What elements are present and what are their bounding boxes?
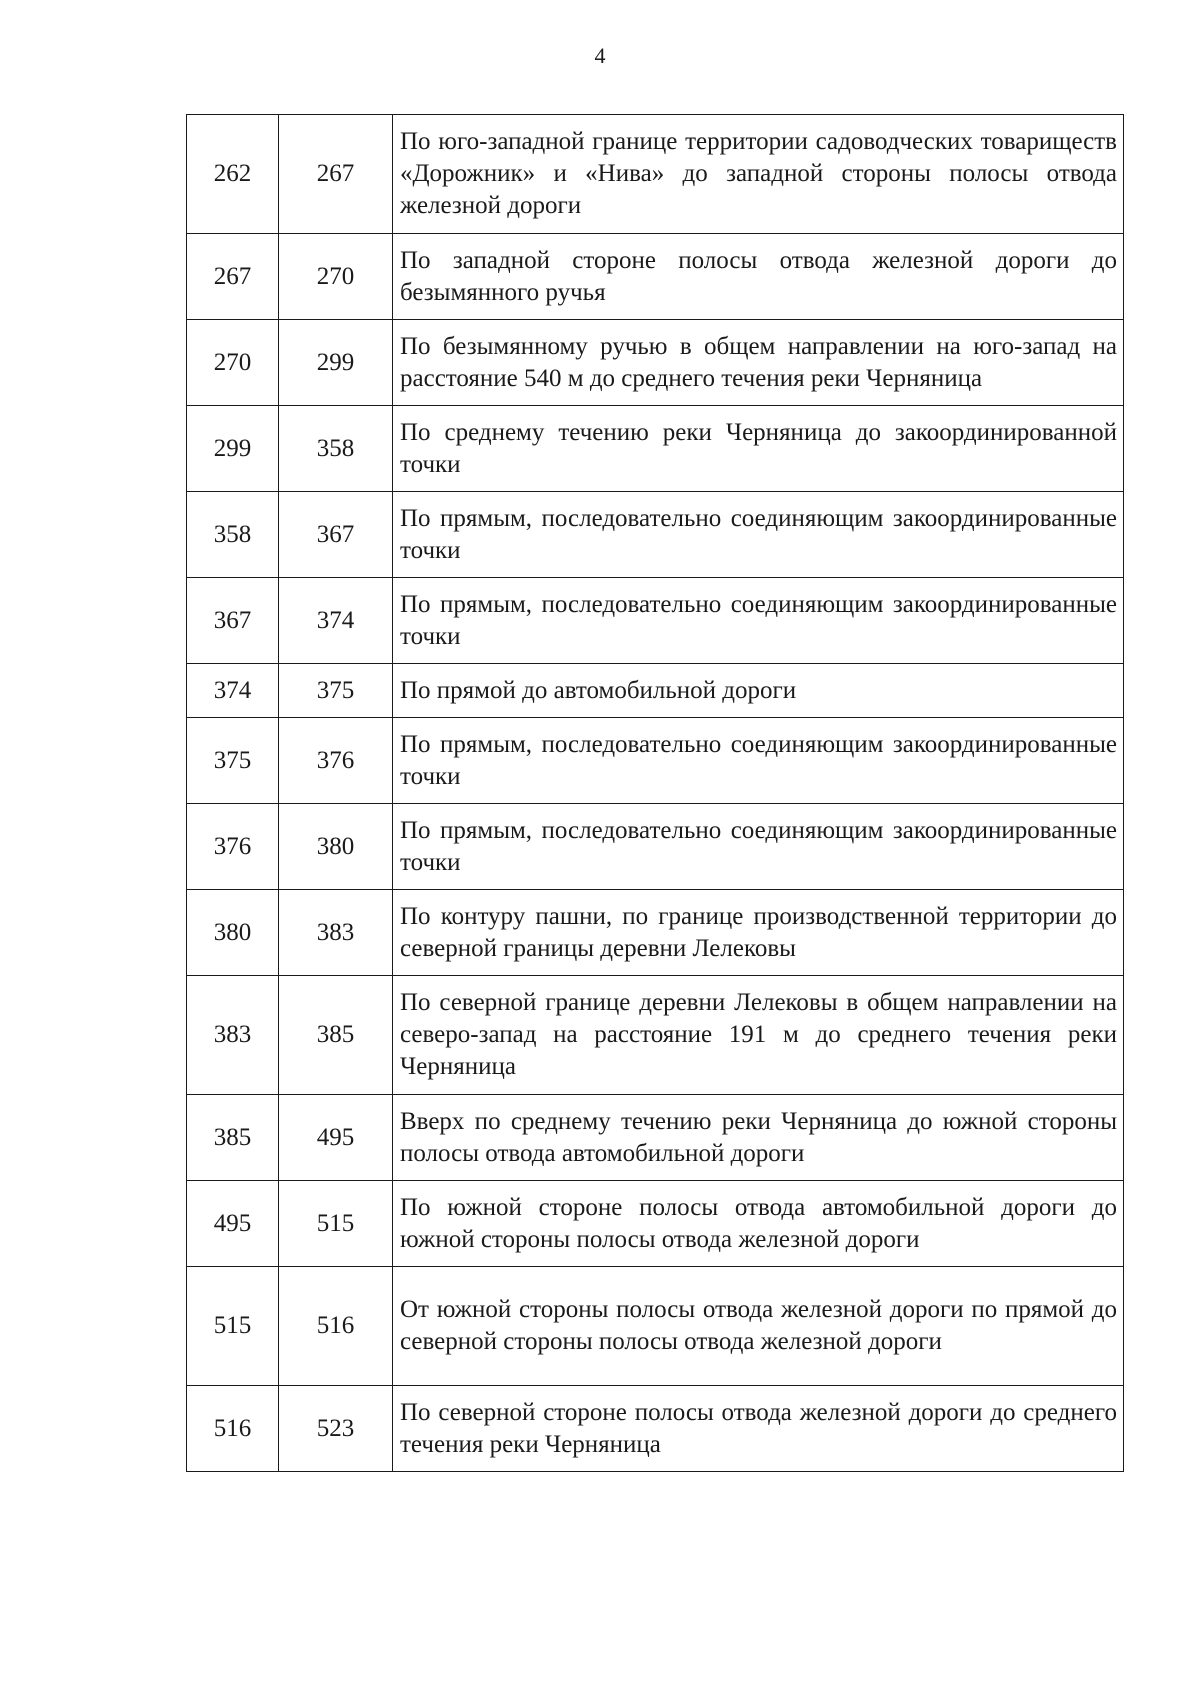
table-row bbox=[187, 976, 1124, 1095]
point-to: 376 bbox=[279, 718, 393, 804]
point-to: 380 bbox=[279, 804, 393, 890]
boundary-description: По западной стороне полосы отвода железной дороги до безымянного ручья bbox=[393, 234, 1124, 320]
point-from: 516 bbox=[187, 1386, 279, 1472]
table-row bbox=[187, 718, 1124, 804]
point-from: 262 bbox=[187, 115, 279, 234]
point-to: 358 bbox=[279, 406, 393, 492]
point-from: 267 bbox=[187, 234, 279, 320]
boundary-description: От южной стороны полосы отвода железной дороги по прямой до северной стороны полосы отвода железной дороги bbox=[393, 1267, 1124, 1386]
boundary-description: По прямой до автомобильной дороги bbox=[393, 664, 1124, 718]
table-row bbox=[187, 115, 1124, 234]
boundary-description: По прямым, последовательно соединяющим закоординированные точки bbox=[393, 578, 1124, 664]
point-from: 367 bbox=[187, 578, 279, 664]
boundary-description: По северной границе деревни Лелековы в общем направлении на северо-запад на расстояние 191 м до среднего течения реки Черняница bbox=[393, 976, 1124, 1095]
point-from: 374 bbox=[187, 664, 279, 718]
point-from: 299 bbox=[187, 406, 279, 492]
table-row bbox=[187, 1095, 1124, 1181]
table-row bbox=[187, 1181, 1124, 1267]
point-from: 358 bbox=[187, 492, 279, 578]
boundary-description: По контуру пашни, по границе производственной территории до северной границы деревни Лелековы bbox=[393, 890, 1124, 976]
point-to: 267 bbox=[279, 115, 393, 234]
point-from: 376 bbox=[187, 804, 279, 890]
boundary-description: По прямым, последовательно соединяющим закоординированные точки bbox=[393, 804, 1124, 890]
point-to: 374 bbox=[279, 578, 393, 664]
table-row bbox=[187, 234, 1124, 320]
table-row bbox=[187, 578, 1124, 664]
boundary-description: По южной стороне полосы отвода автомобильной дороги до южной стороны полосы отвода железной дороги bbox=[393, 1181, 1124, 1267]
table-row bbox=[187, 664, 1124, 718]
boundary-description: По прямым, последовательно соединяющим закоординированные точки bbox=[393, 718, 1124, 804]
boundary-description: По прямым, последовательно соединяющим закоординированные точки bbox=[393, 492, 1124, 578]
table-row bbox=[187, 1267, 1124, 1386]
point-to: 299 bbox=[279, 320, 393, 406]
point-from: 270 bbox=[187, 320, 279, 406]
point-from: 380 bbox=[187, 890, 279, 976]
point-from: 375 bbox=[187, 718, 279, 804]
point-to: 495 bbox=[279, 1095, 393, 1181]
point-from: 383 bbox=[187, 976, 279, 1095]
point-to: 515 bbox=[279, 1181, 393, 1267]
point-to: 367 bbox=[279, 492, 393, 578]
boundary-description: По среднему течению реки Черняница до закоординированной точки bbox=[393, 406, 1124, 492]
point-from: 515 bbox=[187, 1267, 279, 1386]
point-to: 516 bbox=[279, 1267, 393, 1386]
page-number: 4 bbox=[594, 43, 606, 68]
table-row bbox=[187, 406, 1124, 492]
table-row bbox=[187, 890, 1124, 976]
point-to: 375 bbox=[279, 664, 393, 718]
point-to: 523 bbox=[279, 1386, 393, 1472]
point-to: 383 bbox=[279, 890, 393, 976]
table-row bbox=[187, 320, 1124, 406]
boundary-description: По юго-западной границе территории садоводческих товариществ «Дорожник» и «Нива» до западной стороны полосы отвода железной дороги bbox=[393, 115, 1124, 234]
point-from: 385 bbox=[187, 1095, 279, 1181]
point-to: 270 bbox=[279, 234, 393, 320]
boundary-description: Вверх по среднему течению реки Черняница до южной стороны полосы отвода автомобильной дороги bbox=[393, 1095, 1124, 1181]
table-row bbox=[187, 804, 1124, 890]
boundary-description-table bbox=[186, 114, 1124, 1472]
boundary-description: По безымянному ручью в общем направлении на юго-запад на расстояние 540 м до среднего течения реки Черняница bbox=[393, 320, 1124, 406]
point-from: 495 bbox=[187, 1181, 279, 1267]
table-row bbox=[187, 1386, 1124, 1472]
table-row bbox=[187, 492, 1124, 578]
point-to: 385 bbox=[279, 976, 393, 1095]
boundary-description: По северной стороне полосы отвода железной дороги до среднего течения реки Черняница bbox=[393, 1386, 1124, 1472]
